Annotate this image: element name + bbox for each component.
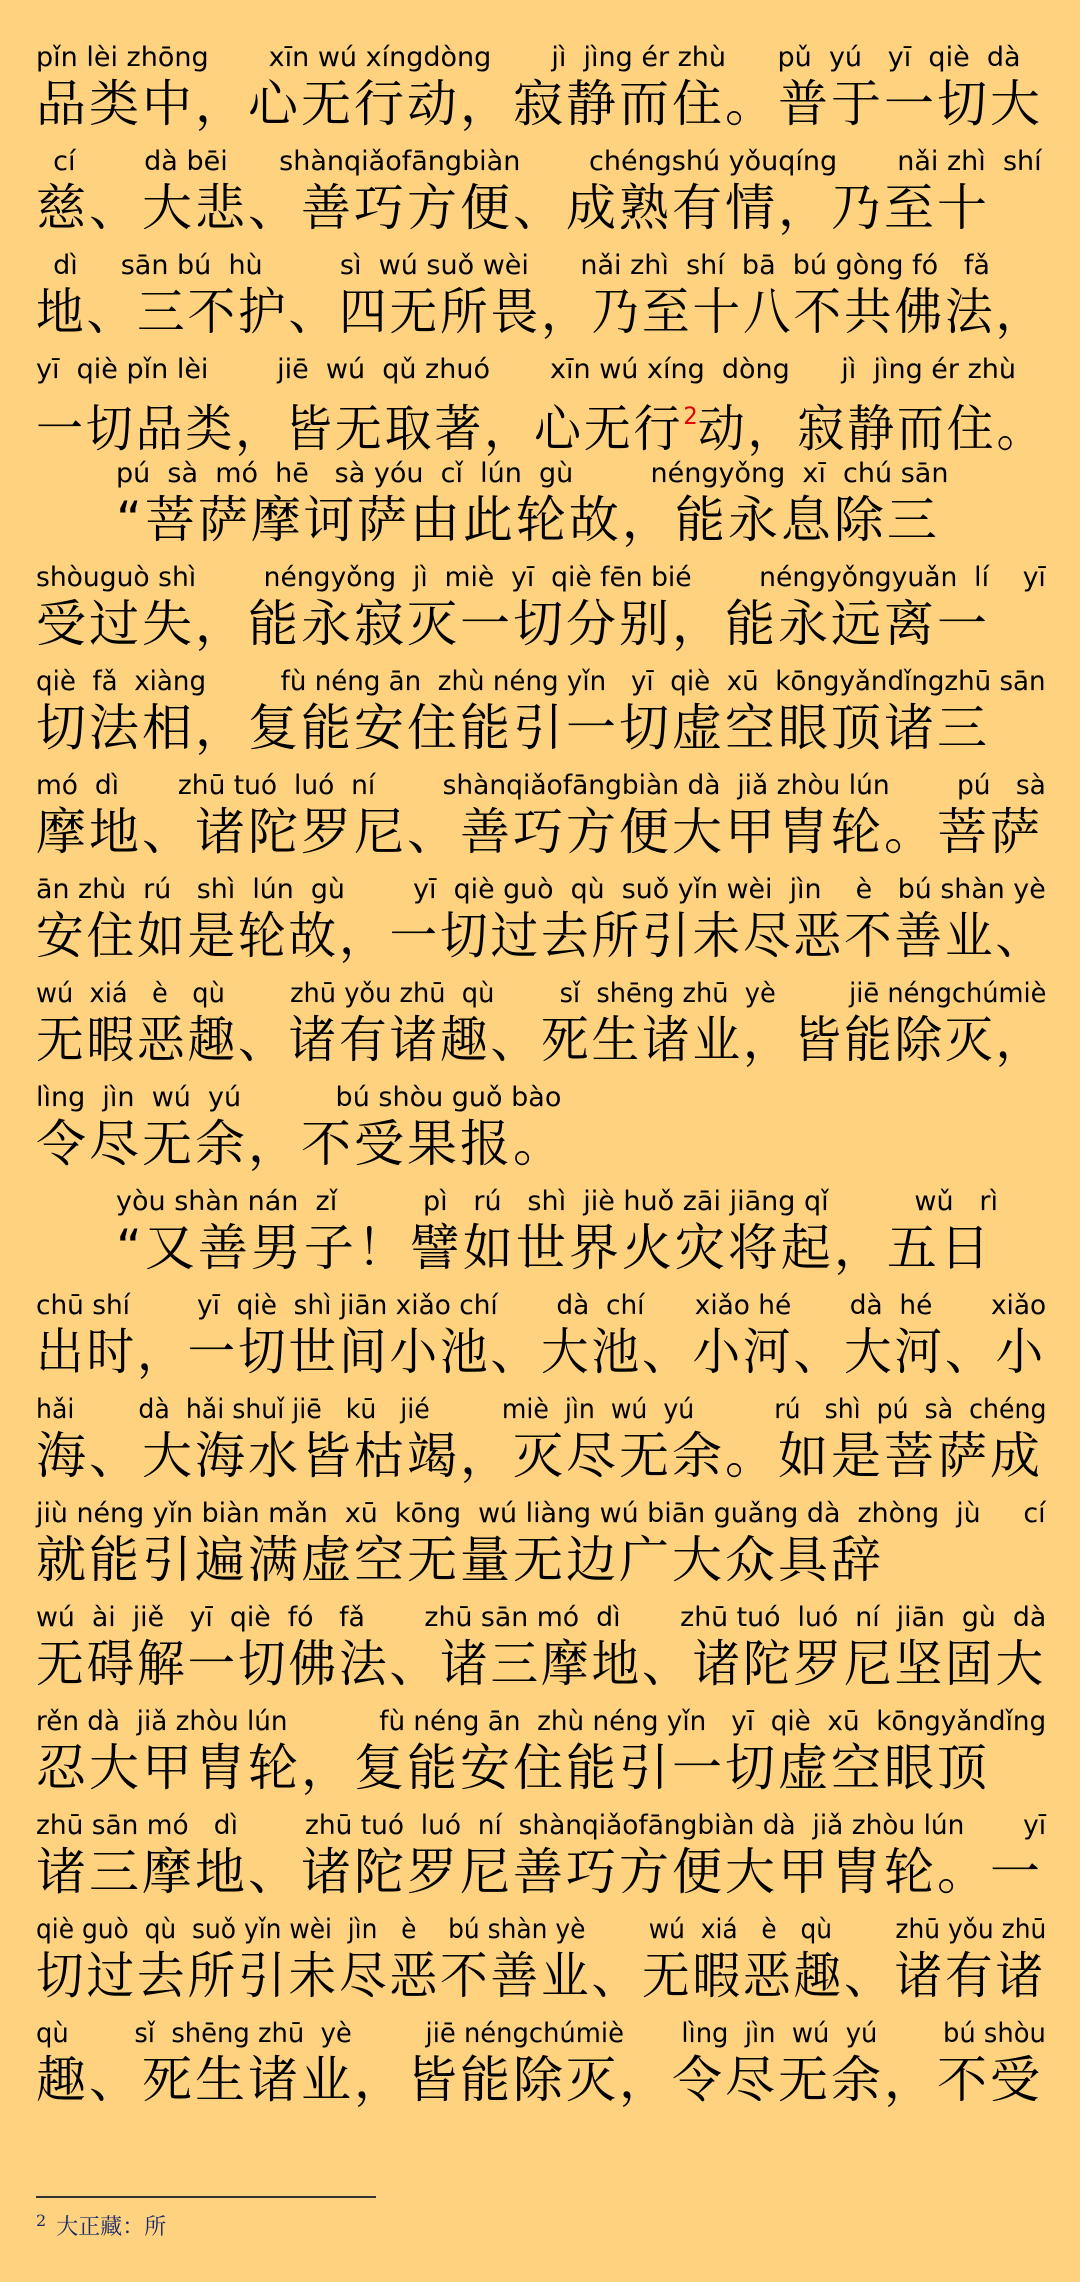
text-line bbox=[36, 1706, 1056, 1810]
hanzi-text: 就能引遍满虚空无量无边广大众具辞 bbox=[36, 1531, 884, 1589]
text-line bbox=[36, 1186, 1056, 1290]
hanzi-text: 切法相，复能安住能引一切虚空眼顶诸三 bbox=[36, 699, 990, 757]
hanzi-text: 摩地、诸陀罗尼、善巧方便大甲胄轮。菩萨 bbox=[36, 803, 1043, 861]
text-line bbox=[36, 1082, 1056, 1186]
pinyin-line: wú xiá è qù zhū yǒu zhū qù sǐ shēng zhū yè jiē néngchúmiè bbox=[36, 978, 1047, 1009]
text-line bbox=[36, 1914, 1056, 2018]
pinyin-line: mó dì zhū tuó luó ní shànqiǎofāngbiàn dà jiǎ zhòu lún pú sà bbox=[36, 770, 1046, 801]
pinyin-line: pǐn lèi zhōng xīn wú xíngdòng jì jìng ér zhù pǔ yú yī qiè dà bbox=[36, 42, 1021, 73]
text-line bbox=[36, 1394, 1056, 1498]
pinyin-line: qiè guò qù suǒ yǐn wèi jìn è bú shàn yè wú xiá è qù zhū yǒu zhū bbox=[36, 1914, 1047, 1945]
footnote-divider bbox=[36, 2196, 376, 2198]
pinyin-line: lìng jìn wú yú bú shòu guǒ bào bbox=[36, 1082, 562, 1113]
hanzi-line bbox=[36, 1320, 1046, 1384]
hanzi-text: 安住如是轮故，一切过去所引未尽恶不善业、 bbox=[36, 907, 1046, 965]
hanzi-line bbox=[36, 280, 1046, 344]
hanzi-line bbox=[36, 800, 1043, 864]
hanzi-text: 诸三摩地、诸陀罗尼善巧方便大甲胄轮。一 bbox=[36, 1843, 1043, 1901]
hanzi-line bbox=[36, 696, 990, 760]
hanzi-line bbox=[36, 1112, 566, 1176]
hanzi-text: 品类中，心无行动，寂静而住。普于一切大 bbox=[36, 75, 1043, 133]
text-line bbox=[36, 458, 1056, 562]
text-line bbox=[36, 250, 1056, 354]
text-line bbox=[36, 874, 1056, 978]
hanzi-line bbox=[36, 72, 1043, 136]
hanzi-line bbox=[36, 1424, 1043, 1488]
hanzi-text: 切过去所引未尽恶不善业、无暇恶趣、诸有诸 bbox=[36, 1947, 1046, 2005]
text-line bbox=[36, 42, 1056, 146]
scripture-text bbox=[36, 42, 1056, 2122]
pinyin-line: chū shí yī qiè shì jiān xiǎo chí dà chí xiǎo hé dà hé xiǎo bbox=[36, 1290, 1047, 1321]
hanzi-text: 慈、大悲、善巧方便、成熟有情，乃至十 bbox=[36, 179, 990, 237]
hanzi-text: 一切品类，皆无取著，心无行 bbox=[36, 400, 684, 458]
hanzi-text: “又善男子！譬如世界火灾将起，五日 bbox=[116, 1219, 993, 1277]
hanzi-line bbox=[116, 488, 940, 552]
hanzi-line bbox=[36, 2048, 1043, 2112]
hanzi-line bbox=[36, 904, 1046, 968]
hanzi-line bbox=[36, 1840, 1043, 1904]
pinyin-line: jiù néng yǐn biàn mǎn xū kōng wú liàng wú biān guǎng dà zhòng jù cí bbox=[36, 1498, 1046, 1529]
hanzi-text: 无碍解一切佛法、诸三摩地、诸陀罗尼坚固大 bbox=[36, 1635, 1046, 1693]
pinyin-line: dì sān bú hù sì wú suǒ wèi nǎi zhì shí bā bú gòng fó fǎ bbox=[36, 250, 990, 281]
pinyin-line: yī qiè pǐn lèi jiē wú qǔ zhuó xīn wú xíng dòng jì jìng ér zhù bbox=[36, 354, 1017, 385]
hanzi-line bbox=[36, 592, 990, 656]
hanzi-line bbox=[116, 1216, 993, 1280]
hanzi-text: 出时，一切世间小池、大池、小河、大河、小 bbox=[36, 1323, 1046, 1381]
hanzi-text: 令尽无余，不受果报。 bbox=[36, 1115, 566, 1173]
text-line bbox=[36, 146, 1056, 250]
hanzi-text: 受过失，能永寂灭一切分别，能永远离一 bbox=[36, 595, 990, 653]
hanzi-line bbox=[36, 1944, 1046, 2008]
pinyin-line: cí dà bēi shànqiǎofāngbiàn chéngshú yǒuqíng nǎi zhì shí bbox=[36, 146, 1042, 177]
pinyin-line: hǎi dà hǎi shuǐ jiē kū jié miè jìn wú yú rú shì pú sà chéng bbox=[36, 1394, 1047, 1425]
hanzi-line bbox=[36, 1008, 1046, 1072]
pinyin-line: qù sǐ shēng zhū yè jiē néngchúmiè lìng jìn wú yú bú shòu bbox=[36, 2018, 1046, 2049]
footnote-reference[interactable]: 2 bbox=[683, 402, 698, 430]
text-line bbox=[36, 1810, 1056, 1914]
pinyin-line: wú ài jiě yī qiè fó fǎ zhū sān mó dì zhū tuó luó ní jiān gù dà bbox=[36, 1602, 1047, 1633]
hanzi-text: 忍大甲胄轮，复能安住能引一切虚空眼顶 bbox=[36, 1739, 990, 1797]
pinyin-line: qiè fǎ xiàng fù néng ān zhù néng yǐn yī qiè xū kōngyǎndǐngzhū sān bbox=[36, 666, 1046, 697]
hanzi-line bbox=[36, 1736, 990, 1800]
pinyin-line: ān zhù rú shì lún gù yī qiè guò qù suǒ yǐn wèi jìn è bú shàn yè bbox=[36, 874, 1046, 905]
hanzi-line bbox=[36, 384, 1046, 461]
text-line bbox=[36, 1498, 1056, 1602]
pinyin-line: rěn dà jiǎ zhòu lún fù néng ān zhù néng yǐn yī qiè xū kōngyǎndǐng bbox=[36, 1706, 1047, 1737]
pinyin-line: yòu shàn nán zǐ pì rú shì jiè huǒ zāi jiāng qǐ wǔ rì bbox=[116, 1186, 998, 1217]
hanzi-text: 无暇恶趣、诸有诸趣、死生诸业，皆能除灭， bbox=[36, 1011, 1046, 1069]
pinyin-line: shòuguò shì néngyǒng jì miè yī qiè fēn bié néngyǒngyuǎn lí yī bbox=[36, 562, 1046, 593]
hanzi-line bbox=[36, 176, 990, 240]
text-line bbox=[36, 2018, 1056, 2122]
footnote-number: 2 bbox=[36, 2211, 47, 2230]
text-line bbox=[36, 1602, 1056, 1706]
hanzi-text: 动，寂静而住。 bbox=[697, 400, 1047, 458]
text-line bbox=[36, 666, 1056, 770]
text-line bbox=[36, 770, 1056, 874]
text-line bbox=[36, 562, 1056, 666]
text-line bbox=[36, 978, 1056, 1082]
pinyin-line: zhū sān mó dì zhū tuó luó ní shànqiǎofāngbiàn dà jiǎ zhòu lún yī bbox=[36, 1810, 1047, 1841]
text-line bbox=[36, 1290, 1056, 1394]
text-line bbox=[36, 354, 1056, 458]
hanzi-line bbox=[36, 1528, 884, 1592]
footnote-text: 大正藏：所 bbox=[56, 2215, 167, 2240]
hanzi-text: 趣、死生诸业，皆能除灭，令尽无余，不受 bbox=[36, 2051, 1043, 2109]
hanzi-text: “菩萨摩诃萨由此轮故，能永息除三 bbox=[116, 491, 940, 549]
footnote bbox=[36, 2210, 166, 2241]
hanzi-text: 地、三不护、四无所畏，乃至十八不共佛法， bbox=[36, 283, 1046, 341]
hanzi-text: 海、大海水皆枯竭，灭尽无余。如是菩萨成 bbox=[36, 1427, 1043, 1485]
pinyin-line: pú sà mó hē sà yóu cǐ lún gù néngyǒng xī chú sān bbox=[116, 458, 949, 489]
hanzi-line bbox=[36, 1632, 1046, 1696]
